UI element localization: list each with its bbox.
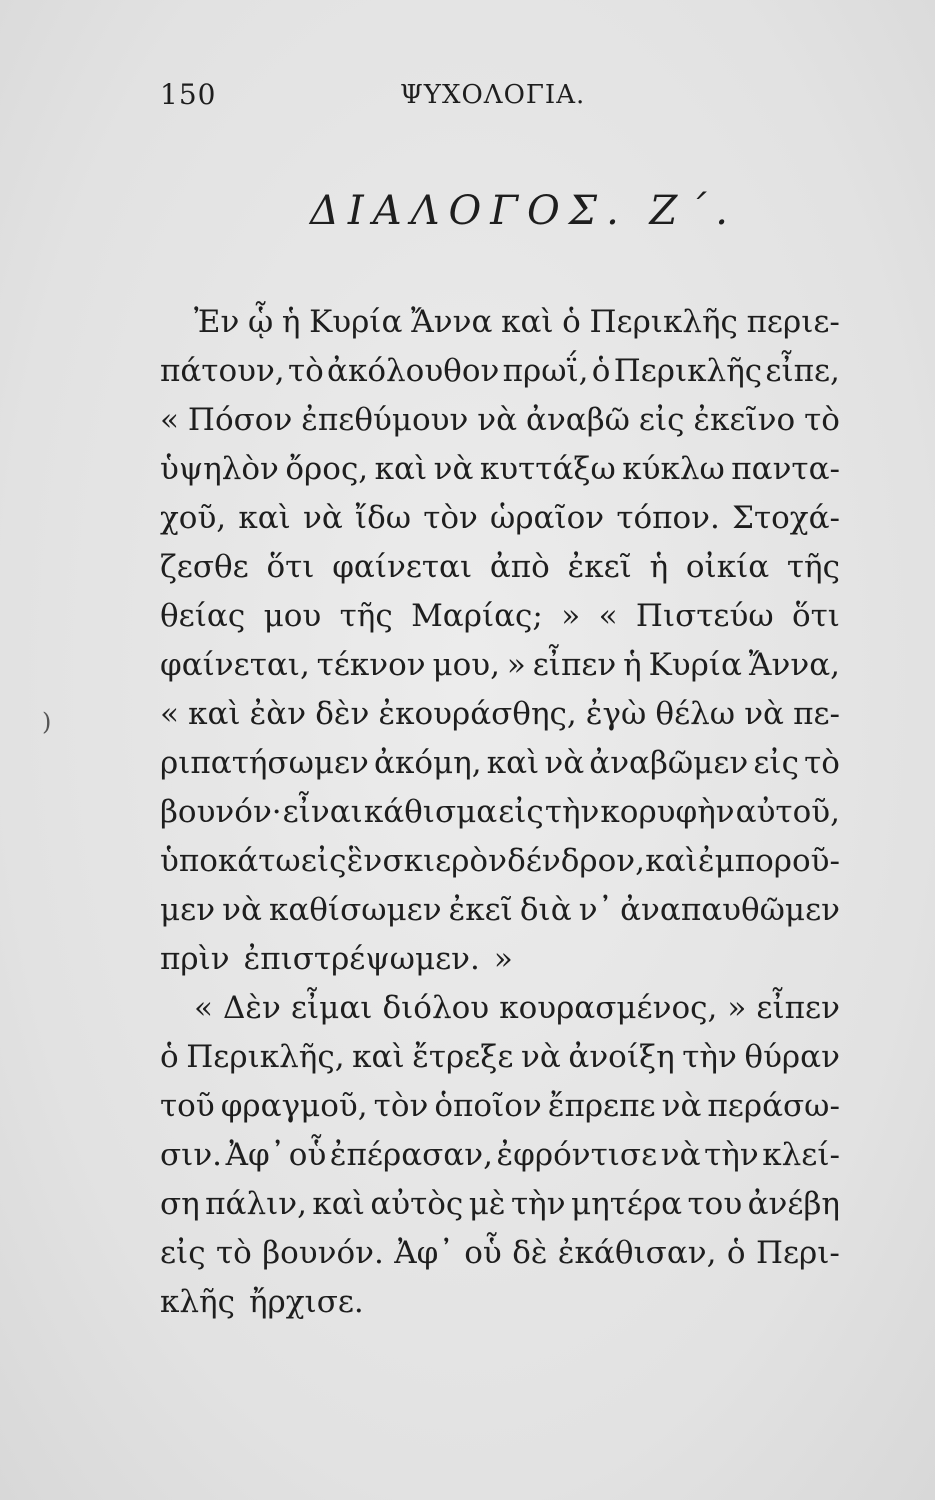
- word: διὰ: [519, 892, 572, 928]
- page-number: 150: [160, 78, 217, 111]
- text-line: [160, 396, 840, 445]
- text-line: [160, 641, 840, 690]
- word: παντα-: [731, 451, 840, 487]
- text-line: [160, 445, 840, 494]
- word: ἓν: [346, 843, 383, 879]
- word: νὰ: [477, 402, 518, 438]
- word: νὰ: [660, 1137, 701, 1173]
- word: ἔπρεπε: [547, 1088, 656, 1124]
- word: ριπατήσωμεν: [160, 745, 369, 781]
- word: ἐὰν: [249, 696, 307, 732]
- word: ὅτι: [266, 549, 315, 585]
- word: δὲ: [512, 1235, 548, 1271]
- word: πρὶν: [160, 941, 230, 977]
- word: νὰ: [661, 1088, 702, 1124]
- text-line: [160, 1180, 840, 1229]
- word: κυττάξω: [479, 451, 616, 487]
- word: φαίνεται,: [160, 647, 310, 683]
- word: »: [727, 990, 747, 1026]
- word: περιε-: [746, 304, 840, 340]
- word: κλεί-: [762, 1137, 840, 1173]
- word: ἤρχισε.: [248, 1284, 364, 1320]
- text-line: [160, 1082, 840, 1131]
- word: δὲν: [315, 696, 370, 732]
- word: ἴδω: [354, 500, 412, 536]
- word: ἡ: [623, 647, 642, 683]
- word: καὶ: [645, 843, 698, 879]
- word: Ἄννα,: [748, 647, 840, 683]
- word: τέκνον: [316, 647, 426, 683]
- word: ἐπιστρέψωμεν.: [243, 941, 480, 977]
- word: καὶ: [486, 745, 540, 781]
- word: τοῦ: [160, 1088, 215, 1124]
- word: εἰς: [160, 1235, 206, 1271]
- text-line: [160, 788, 840, 837]
- word: ἐκουράσθης,: [378, 696, 577, 732]
- word: ὄρος,: [285, 451, 369, 487]
- word: ὁ: [562, 304, 581, 340]
- text-line: [160, 1278, 840, 1327]
- word: σκιερὸν: [382, 843, 507, 879]
- text-line: [160, 347, 840, 396]
- word: τὸ: [804, 745, 840, 781]
- word: »: [561, 598, 581, 634]
- word: ᾧ: [247, 304, 274, 340]
- word: φαίνεται: [332, 549, 473, 585]
- word: ὁ: [726, 1235, 746, 1271]
- word: ἐκεῖ: [448, 892, 513, 928]
- word: Ἀφ᾽: [225, 1137, 286, 1173]
- word: Περικλῆς: [589, 304, 738, 340]
- word: τὴν: [704, 1137, 759, 1173]
- word: Κυρία: [648, 647, 742, 683]
- word: »: [506, 647, 526, 683]
- text-line: [160, 1131, 840, 1180]
- word: τὸ: [287, 353, 324, 389]
- word: εἰς: [753, 745, 799, 781]
- word: νὰ: [302, 500, 343, 536]
- word: πάτουν,: [160, 353, 285, 389]
- word: κύκλω: [622, 451, 725, 487]
- word: καὶ: [312, 1186, 365, 1222]
- word: κάθισμα: [363, 794, 498, 830]
- word: μητέρα: [570, 1186, 683, 1222]
- text-line: [160, 984, 840, 1033]
- word: κορυφὴν: [600, 794, 735, 830]
- text-line: [160, 494, 840, 543]
- word: νὰ: [433, 451, 474, 487]
- word: αὐτὸς: [370, 1186, 464, 1222]
- word: θείας: [160, 598, 246, 634]
- running-title: ΨΥΧΟΛΟΓΙΑ.: [400, 80, 586, 110]
- text-line: [160, 543, 840, 592]
- word: μου: [263, 598, 322, 634]
- word: εἶμαι: [290, 990, 373, 1026]
- word: εἶπε,: [765, 353, 840, 389]
- word: καὶ: [188, 696, 241, 732]
- word: ἀνοίξη: [568, 1039, 675, 1075]
- word: φραγμοῦ,: [220, 1088, 368, 1124]
- word: Στοχά-: [732, 500, 840, 536]
- word: μου,: [432, 647, 501, 683]
- word: πε-: [793, 696, 840, 732]
- word: Πιστεύω: [635, 598, 774, 634]
- word: ὁποῖον: [434, 1088, 542, 1124]
- word: βουνόν.: [262, 1235, 384, 1271]
- word: ἀπὸ: [489, 549, 550, 585]
- word: τόπον.: [616, 500, 720, 536]
- word: ἐκάθισαν,: [557, 1235, 717, 1271]
- word: ζεσθε: [160, 549, 249, 585]
- word: Ἐν: [194, 304, 240, 340]
- word: τὸν: [423, 500, 478, 536]
- word: Μαρίας;: [411, 598, 543, 634]
- word: εἰς: [638, 402, 685, 438]
- word: εἶπεν: [532, 647, 617, 683]
- word: μεν: [160, 892, 216, 928]
- text-line: [160, 1229, 840, 1278]
- text-line: [160, 592, 840, 641]
- word: οὗ: [288, 1137, 327, 1173]
- word: τὴν: [544, 794, 600, 830]
- word: θύραν: [744, 1039, 840, 1075]
- word: πρωΐ,: [502, 353, 589, 389]
- word: περάσω-: [707, 1088, 840, 1124]
- word: τὴν: [682, 1039, 737, 1075]
- word: τῆς: [786, 549, 840, 585]
- margin-mark: ): [42, 708, 52, 736]
- word: εἰς: [498, 794, 544, 830]
- word: χοῦ,: [160, 500, 227, 536]
- word: κλῆς: [160, 1284, 235, 1320]
- word: βουνόν·: [160, 794, 282, 830]
- word: ἐκεῖνο: [693, 402, 796, 438]
- word: ἔτρεξε: [412, 1039, 514, 1075]
- word: ὁ: [591, 353, 611, 389]
- word: τὸν: [373, 1088, 429, 1124]
- word: οἰκία: [685, 549, 770, 585]
- word: Πόσον: [187, 402, 293, 438]
- word: ἡ: [649, 549, 669, 585]
- word: αὐτοῦ,: [735, 794, 840, 830]
- word: τῆς: [339, 598, 393, 634]
- text-line: [160, 837, 840, 886]
- word: Περικλῆς,: [186, 1039, 345, 1075]
- text-line: [160, 886, 840, 935]
- word: ἐκεῖ: [567, 549, 632, 585]
- word: »: [493, 941, 513, 977]
- word: Ἄννα: [411, 304, 493, 340]
- word: εἶπεν: [756, 990, 840, 1026]
- word: του: [687, 1186, 743, 1222]
- word: πάλιν,: [205, 1186, 307, 1222]
- word: ση: [160, 1186, 200, 1222]
- word: Ἀφ᾽: [394, 1235, 454, 1271]
- word: διόλου: [382, 990, 490, 1026]
- word: ἀκόμη,: [374, 745, 482, 781]
- text-line: [160, 739, 840, 788]
- word: καὶ: [501, 304, 554, 340]
- word: ἀνέβη: [747, 1186, 840, 1222]
- word: Περι-: [755, 1235, 840, 1271]
- word: ὡραῖον: [490, 500, 605, 536]
- word: «: [160, 402, 179, 438]
- word: τὴν: [510, 1186, 566, 1222]
- word: νὰ: [544, 745, 585, 781]
- word: ἐγὼ: [585, 696, 647, 732]
- word: ἐμποροῦ-: [697, 843, 840, 879]
- word: ἀναβῶμεν: [589, 745, 749, 781]
- word: ἀναπαυθῶμεν: [620, 892, 840, 928]
- word: σιν.: [160, 1137, 223, 1173]
- word: «: [160, 696, 179, 732]
- word: Δὲν: [223, 990, 281, 1026]
- word: ὑποκάτω: [160, 843, 301, 879]
- word: νὰ: [744, 696, 784, 732]
- text-line: [160, 1033, 840, 1082]
- word: εἰς: [300, 843, 347, 879]
- word: οὗ: [464, 1235, 502, 1271]
- word: ὅτι: [791, 598, 840, 634]
- word: Περικλῆς: [613, 353, 763, 389]
- word: ἐφρόντισε: [496, 1137, 658, 1173]
- word: «: [194, 990, 213, 1026]
- word: ἐπεθύμουν: [301, 402, 469, 438]
- text-line: [160, 690, 840, 739]
- word: τὸ: [804, 402, 840, 438]
- text-line: [160, 298, 840, 347]
- word: «: [598, 598, 618, 634]
- word: καθίσωμεν: [268, 892, 442, 928]
- word: ἐπέρασαν,: [329, 1137, 493, 1173]
- word: καὶ: [238, 500, 291, 536]
- word: εἶναι: [282, 794, 363, 830]
- body-text: [160, 298, 840, 1327]
- running-head: [160, 78, 860, 118]
- text-line: [160, 935, 840, 984]
- word: ὁ: [160, 1039, 179, 1075]
- word: καὶ: [374, 451, 428, 487]
- word: δένδρον,: [507, 843, 645, 879]
- word: κουρασμένος,: [499, 990, 718, 1026]
- word: ἀναβῶ: [526, 402, 630, 438]
- word: ἀκόλουθον: [327, 353, 500, 389]
- word: νὰ: [521, 1039, 561, 1075]
- word: τὸ: [215, 1235, 252, 1271]
- word: ὑψηλὸν: [160, 451, 279, 487]
- word: μὲ: [468, 1186, 506, 1222]
- word: νὰ: [222, 892, 262, 928]
- word: θέλω: [655, 696, 736, 732]
- word: ν᾽: [578, 892, 614, 928]
- word: καὶ: [352, 1039, 405, 1075]
- word: Κυρία: [309, 304, 403, 340]
- word: ἡ: [281, 304, 301, 340]
- dialogue-heading: ΔΙΑΛΟΓΟΣ. Ζ΄.: [310, 188, 738, 234]
